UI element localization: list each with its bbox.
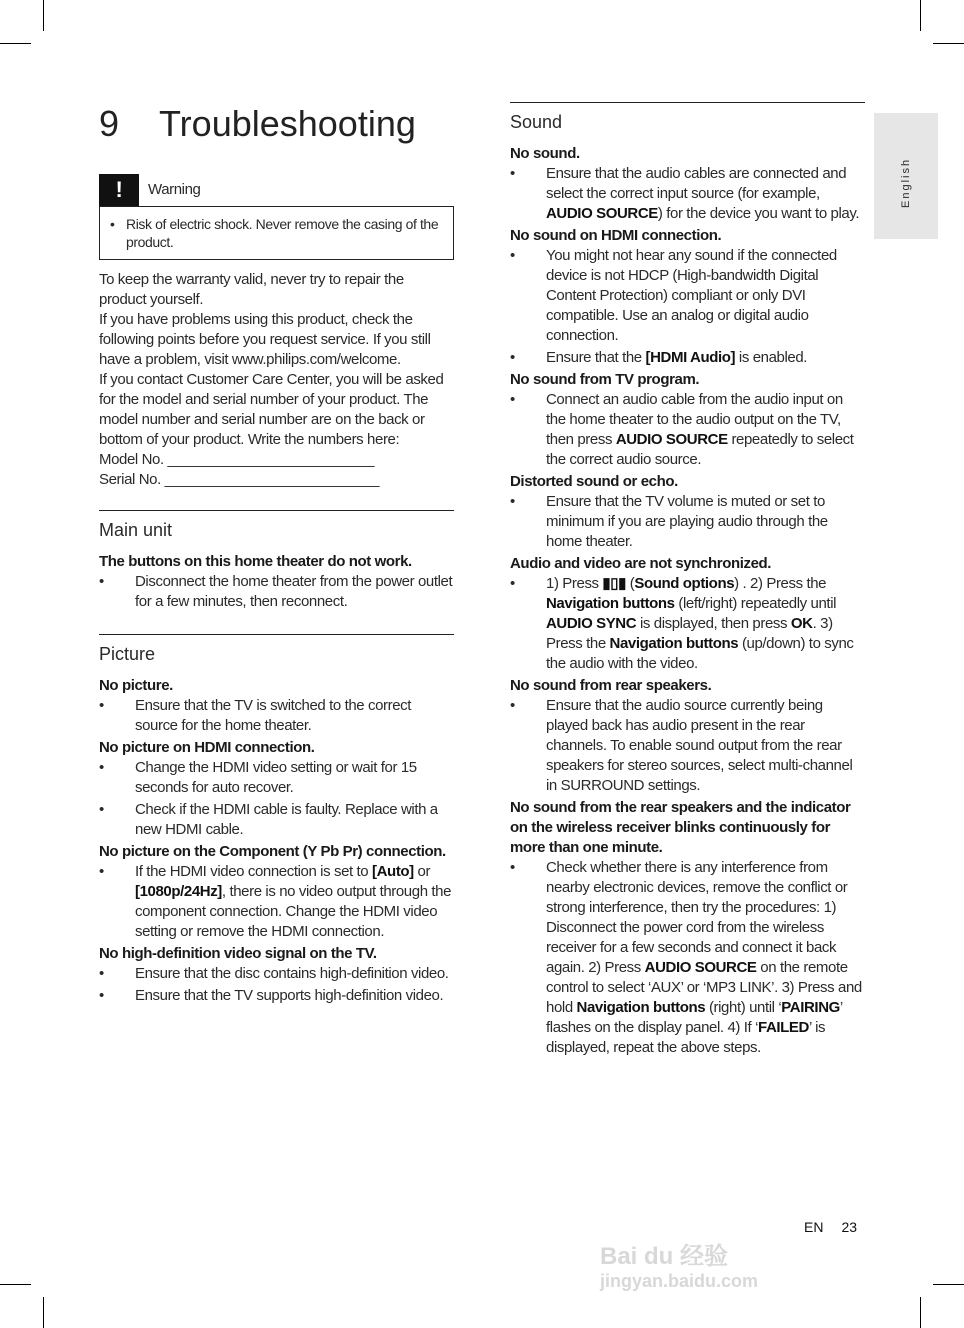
warning-box: ! Warning • Risk of electric shock. Never remove the casing of the product. [99, 174, 454, 260]
chapter-title: Troubleshooting [159, 103, 416, 144]
solution-text [546, 246, 865, 346]
crop-mark [920, 0, 921, 31]
emphasis: AUDIO SOURCE [615, 431, 728, 448]
solution-bullet [99, 800, 454, 840]
problem-title: No sound. [510, 145, 580, 162]
problem-title: The buttons on this home theater do not work. [99, 553, 412, 570]
problem-title: No picture on HDMI connection. [99, 739, 315, 756]
problem-title: No sound from TV program. [510, 371, 700, 388]
section-heading: Main unit [99, 510, 454, 542]
solution-bullet [99, 986, 454, 1006]
page-footer [804, 1218, 875, 1236]
emphasis: Navigation buttons [576, 999, 706, 1016]
crop-mark [933, 43, 964, 44]
text-run: or [413, 863, 431, 880]
footer-language: EN [804, 1219, 824, 1235]
crop-mark [933, 1284, 964, 1285]
emphasis: [1080p/24Hz] [135, 883, 222, 900]
section [510, 102, 865, 1058]
emphasis: OK [790, 615, 813, 632]
text-run: Ensure that the audio cables are connected and select the correct input source (for example, [546, 165, 847, 202]
solution-bullet [99, 696, 454, 736]
bullet-dot: • [510, 697, 515, 714]
left-sections [99, 510, 454, 1028]
text-run: Ensure that the audio source currently being played back has audio present in the rear channels. To enable sound output from the rear speakers for stereo sources, select multi-channel in SURROUND settings. [546, 697, 853, 794]
bullet-dot: • [510, 349, 515, 366]
emphasis: PAIRING [781, 999, 840, 1016]
page-number: 23 [841, 1219, 858, 1235]
text-run: is enabled. [735, 349, 808, 366]
right-column [510, 102, 865, 1060]
bullet-dot: • [510, 391, 515, 408]
crop-mark [0, 1284, 31, 1285]
emphasis: AUDIO SOURCE [644, 959, 757, 976]
problem-title: No sound from the rear speakers and the indicator on the wireless receiver blinks continuously for more than one minute. [510, 799, 851, 856]
section-heading: Picture [99, 634, 454, 666]
section [99, 634, 454, 1028]
crop-mark [0, 43, 31, 44]
intro-paragraph: If you contact Customer Care Center, you will be asked for the model and serial number of your product. The model number and serial number are on the back or bottom of your product. Write the numbers here: [99, 371, 444, 448]
problem-title: No picture on the Component (Y Pb Pr) connection. [99, 843, 446, 860]
text-run: ) for the device you want to play. [657, 205, 860, 222]
text-run: . 3) Press the [546, 615, 833, 652]
bullet-dot: • [510, 575, 515, 592]
bullet-dot: • [99, 759, 104, 776]
text-run: is displayed, then press [636, 615, 791, 632]
emphasis: AUDIO SYNC [546, 615, 637, 632]
bullet-dot: • [99, 697, 104, 714]
solution-bullet [510, 348, 865, 368]
text-run: Ensure that the [546, 349, 646, 366]
solution-bullet [99, 572, 454, 612]
emphasis: FAILED [758, 1019, 809, 1036]
bullet-dot: • [99, 965, 104, 982]
emphasis: ▮▯▮ [602, 575, 626, 592]
text-run: Check if the HDMI cable is faulty. Replace with a new HDMI cable. [135, 801, 438, 838]
text-run: (up/down) to sync the audio with the video. [546, 635, 854, 672]
language-label: English [900, 157, 912, 208]
solution-text [546, 574, 865, 674]
emphasis: AUDIO SOURCE [546, 205, 658, 222]
bullet-dot: • [510, 859, 515, 876]
solution-text [135, 572, 454, 612]
bullet-dot: • [99, 987, 104, 1004]
bullet-dot: • [99, 863, 104, 880]
watermark [600, 1244, 758, 1292]
problem-title: No picture. [99, 677, 173, 694]
emphasis: Navigation buttons [609, 635, 739, 652]
solution-text [135, 800, 454, 840]
solution-bullet [510, 492, 865, 552]
bullet-dot: • [510, 165, 515, 182]
intro [99, 270, 454, 490]
warning-label: Warning [148, 181, 201, 198]
solution-text [135, 986, 454, 1006]
text-run: ’ flashes on the display panel. 4) If ‘ [546, 999, 843, 1036]
solution-text [546, 348, 865, 368]
solution-text [546, 492, 865, 552]
bullet-dot: • [99, 573, 104, 590]
text-run: (left/right) repeatedly until [674, 595, 837, 612]
section [99, 510, 454, 634]
solution-text [546, 164, 865, 224]
language-tab [874, 113, 938, 239]
problem-title: No sound from rear speakers. [510, 677, 712, 694]
text-run: (right) until ‘ [705, 999, 782, 1016]
emphasis: Sound options [634, 575, 735, 592]
spacer [99, 614, 454, 634]
problem-title: Distorted sound or echo. [510, 473, 678, 490]
solution-text [135, 964, 454, 984]
problem-title: No sound on HDMI connection. [510, 227, 722, 244]
solution-bullet [510, 390, 865, 470]
solution-bullet [99, 862, 454, 942]
problem-title: No high-definition video signal on the TV. [99, 945, 377, 962]
chapter-number: 9 [99, 103, 120, 144]
solution-bullet [99, 964, 454, 984]
solution-text [135, 696, 454, 736]
bullet-dot: • [510, 247, 515, 264]
text-run: repeatedly to select the correct audio source. [546, 431, 854, 468]
text-run: 1) Press [546, 575, 603, 592]
emphasis: [HDMI Audio] [645, 349, 736, 366]
emphasis: Navigation buttons [546, 595, 675, 612]
text-run: Check whether there is any interference from nearby electronic devices, remove the conflict or strong interference, then try the procedures: 1) Disconnect the power cord from the wireless receiver for a few seconds and connect it back again. 2) Press [546, 859, 848, 976]
warning-icon: ! [99, 174, 139, 206]
intro-paragraph: To keep the warranty valid, never try to repair the product yourself. [99, 271, 404, 308]
solution-bullet [99, 758, 454, 798]
solution-bullet [510, 164, 865, 224]
solution-bullet [510, 574, 865, 674]
text-run: , there is no video output through the component connection. Change the HDMI video setting or remove the HDMI connection. [135, 883, 452, 940]
text-run: Connect an audio cable from the audio input on the home theater to the audio output on the TV, then press [546, 391, 843, 448]
bullet-dot: • [99, 801, 104, 818]
text-run: You might not hear any sound if the connected device is not HDCP (High-bandwidth Digital Content Protection) compliant or only DVI compatible. Use an analog or digital audio connection. [546, 247, 837, 344]
solution-bullet [510, 246, 865, 346]
watermark-url: jingyan.baidu.com [600, 1271, 759, 1291]
text-run: If the HDMI video connection is set to [135, 863, 373, 880]
text-run: Change the HDMI video setting or wait for 15 seconds for auto recover. [135, 759, 417, 796]
warning-text: Risk of electric shock. Never remove the casing of the product. [126, 216, 439, 250]
text-run: ) . 2) Press the [734, 575, 827, 592]
solution-text [135, 758, 454, 798]
right-sections [510, 102, 865, 1058]
crop-mark [920, 1297, 921, 1328]
bullet-dot: • [510, 493, 515, 510]
problem-title: Audio and video are not synchronized. [510, 555, 772, 572]
emphasis: [Auto] [372, 863, 414, 880]
left-column [99, 100, 454, 1028]
solution-text [546, 390, 865, 470]
solution-text [546, 858, 865, 1058]
solution-bullet [510, 696, 865, 796]
solution-text [546, 696, 865, 796]
solution-bullet [510, 858, 865, 1058]
spacer [99, 1008, 454, 1028]
model-number-field: Model No. __________________________ [99, 451, 375, 468]
crop-mark [43, 1297, 44, 1328]
solution-text [135, 862, 454, 942]
text-run: on the remote control to select ‘AUX’ or ‘MP3 LINK’. 3) Press and hold [546, 959, 862, 1016]
text-run: Ensure that the TV is switched to the correct source for the home theater. [135, 697, 412, 734]
text-run: Ensure that the TV supports high-definition video. [135, 987, 444, 1004]
text-run: Ensure that the TV volume is muted or set to minimum if you are playing audio through the home theater. [546, 493, 828, 550]
text-run: ( [626, 575, 635, 592]
watermark-brand: Bai du 经验 [600, 1243, 729, 1270]
text-run: Ensure that the disc contains high-definition video. [135, 965, 449, 982]
crop-mark [43, 0, 44, 31]
text-run: Disconnect the home theater from the power outlet for a few minutes, then reconnect. [135, 573, 453, 610]
intro-paragraph: If you have problems using this product, check the following points before you request service. If you still have a problem, visit www.philips.com/welcome. [99, 311, 431, 368]
page-title [99, 100, 454, 148]
serial-number-field: Serial No. ___________________________ [99, 471, 380, 488]
text-run: ’ is displayed, repeat the above steps. [546, 1019, 826, 1056]
section-heading: Sound [510, 102, 865, 134]
